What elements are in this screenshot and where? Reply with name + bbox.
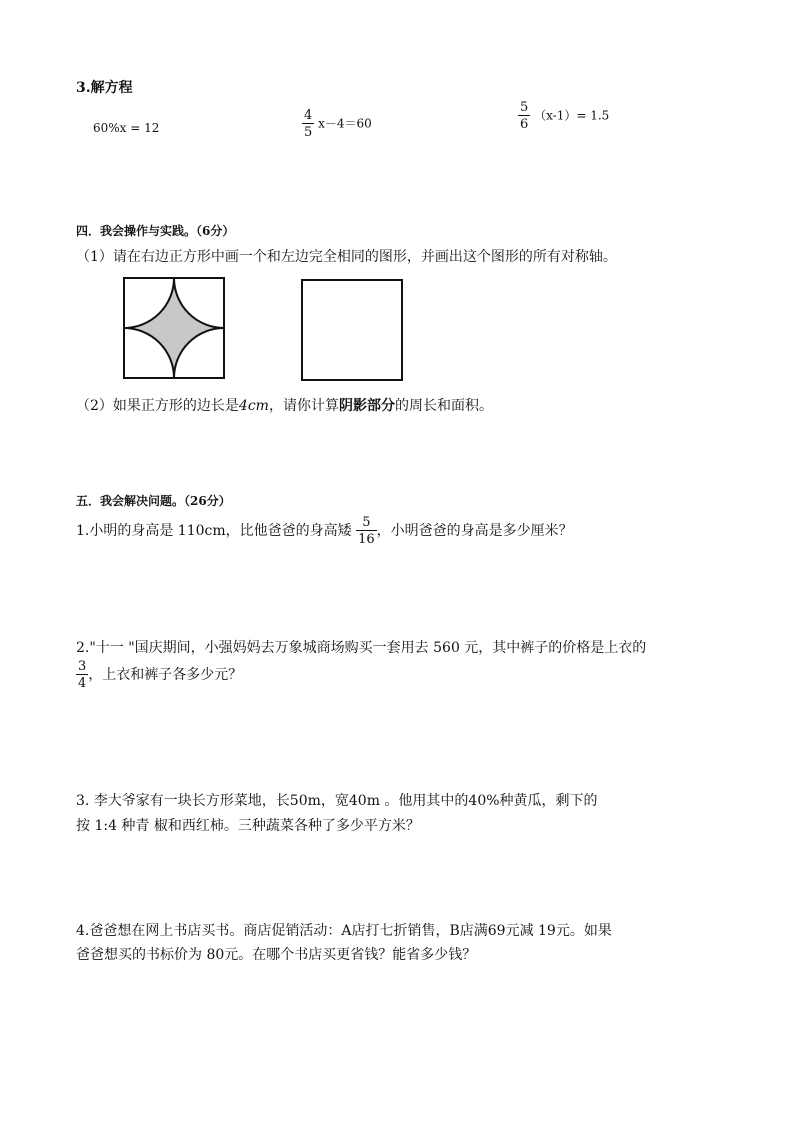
problem-1: 1.小明的身高是 110cm，比他爸爸的身高矮 $\frac{5}{16}$ ，小明爸爸的身高是多少厘米？	[76, 515, 573, 547]
fraction-numerator: 5	[520, 100, 529, 115]
problem-3-line-2: 按 1:4 种青 椒和西红柿。三种蔬菜各种了多少平方米？	[76, 818, 420, 834]
shaded-square-figure	[122, 276, 226, 380]
problem-2-line-2: $\frac{3}{4}$ ，上衣和裤子各多少元？	[78, 659, 243, 691]
fraction-denominator: 5	[304, 125, 313, 140]
section-5-title: 五．我会解决问题。（26分）	[76, 494, 231, 508]
problem-4-line-1: 4.爸爸想在网上书店买书。商店促销活动：A店打七折销售，B店满69元减 19元。如果	[76, 923, 612, 939]
question-4-2: （2）如果正方形的边长是4cm，请你计算阴影部分的周长和面积。	[76, 398, 493, 414]
problem-4-line-2: 爸爸想买的书标价为 80元。在哪个书店买更省钱？能省多少钱？	[76, 947, 477, 963]
problem-2-line-1: 2."十一 "国庆期间，小强妈妈去万象城商场购买一套用去 560 元，其中裤子的价格是上衣的	[76, 640, 647, 656]
fraction: $\frac{5}{16}$	[358, 515, 375, 547]
section-4-title: 四．我会操作与实践。（6分）	[76, 224, 235, 238]
equation-1: 60%x = 12	[93, 121, 160, 135]
equation-2-rest: x－4＝60	[318, 116, 372, 131]
fraction	[302, 109, 314, 139]
equation-2	[302, 109, 372, 139]
fraction-numerator: 4	[304, 108, 313, 123]
equation-3-rest: （x-1）= 1.5	[534, 108, 610, 123]
problem-3-line-1: 3. 李大爷家有一块长方形菜地，长50m，宽40m 。他用其中的40%种黄瓜，剩下的	[76, 793, 598, 809]
fraction: $\frac{3}{4}$	[78, 659, 87, 691]
fraction	[518, 101, 530, 131]
section-3-title: 3.解方程	[76, 80, 133, 96]
question-4-1: （1）请在右边正方形中画一个和左边完全相同的图形，并画出这个图形的所有对称轴。	[76, 249, 617, 265]
fraction-denominator: 6	[520, 117, 529, 132]
equation-3	[518, 101, 609, 131]
empty-square	[300, 278, 404, 382]
